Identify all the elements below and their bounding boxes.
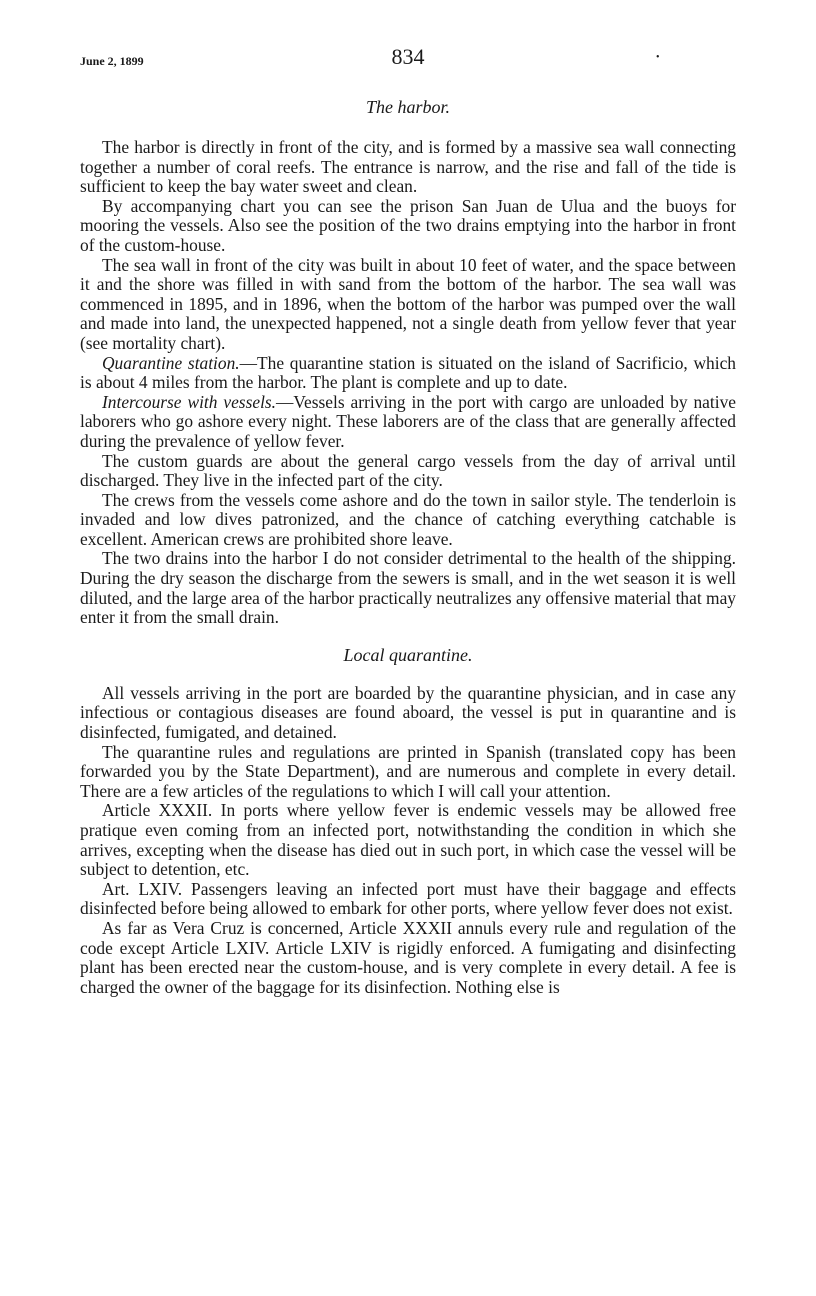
paragraph: The custom guards are about the general cargo vessels from the day of arrival until discharged. They live in the infected part of the city. — [80, 450, 736, 491]
section-heading-harbor: The harbor. — [365, 97, 450, 117]
paragraph: The crews from the vessels come ashore and do the town in sailor style. The tenderloin is invaded and low dives patronized, and the chance of catching everything catchable is excellent. American crews are prohibited shore leave. — [80, 489, 736, 549]
paragraph: The harbor is directly in front of the city, and is formed by a massive sea wall connecting together a number of coral reefs. The entrance is narrow, and the rise and fall of the tide is sufficient to keep the bay water sweet and clean. — [80, 137, 736, 197]
paragraph: The quarantine rules and regulations are printed in Spanish (translated copy has been forwarded you by the State Department), and are numerous and complete in every detail. There are a few articles of the regulations to which I will call your attention. — [80, 741, 736, 801]
running-head — [80, 44, 736, 74]
paragraph: As far as Vera Cruz is concerned, Article XXXII annuls every rule and regulation of the code except Article LXIV. Article LXIV is rigidly enforced. A fumigating and disinfecting plant has been erected near the custom-house, and is very complete in every detail. A fee is charged the owner of the baggage for its disinfection. Nothing else is — [80, 917, 736, 997]
paragraph-lead: Quarantine station. — [102, 352, 240, 373]
paragraph: By accompanying chart you can see the prison San Juan de Ulua and the buoys for mooring the vessels. Also see the position of the two drains emptying into the harbor in front of the custom-house. — [80, 195, 736, 255]
section-heading-local-quarantine: Local quarantine. — [343, 644, 473, 665]
stray-mark: • — [656, 52, 660, 63]
issue-date: June 2, 1899 — [80, 54, 144, 68]
paragraph: Intercourse with vessels.—Vessels arriving in the port with cargo are unloaded by native laborers who go ashore every night. These laborers are of the class that are generally affected during the prevalence of yellow fever. — [80, 391, 736, 451]
paragraph: Quarantine station.—The quarantine station is situated on the island of Sacrificio, which is about 4 miles from the harbor. The plant is complete and up to date. — [80, 352, 736, 393]
paragraph: The two drains into the harbor I do not consider detrimental to the health of the shipping. During the dry season the discharge from the sewers is small, and in the wet season it is well diluted, and the large area of the harbor practically neutralizes any offensive material that may enter it from the small drain. — [80, 548, 736, 628]
page-body — [80, 96, 736, 997]
paragraph-lead: Intercourse with vessels. — [102, 391, 277, 412]
paragraph: The sea wall in front of the city was built in about 10 feet of water, and the space between it and the shore was filled in with sand from the bottom of the harbor. The sea wall was commenced in 1895, and in 1896, when the bottom of the harbor was pumped over the wall and made into land, the unexpected happened, not a single death from yellow fever that year (see mortality chart). — [80, 254, 736, 353]
page-number: 834 — [391, 44, 425, 69]
paragraph: Article XXXII. In ports where yellow fever is endemic vessels may be allowed free pratique even coming from an infected port, notwithstanding the condition in which she arrives, excepting when the disease has died out in such port, in which case the vessel will be subject to detention, etc. — [80, 800, 736, 880]
paragraph: Art. LXIV. Passengers leaving an infected port must have their baggage and effects disinfected before being allowed to embark for other ports, where yellow fever does not exist. — [80, 878, 736, 919]
paragraph: All vessels arriving in the port are boarded by the quarantine physician, and in case any infectious or contagious diseases are found aboard, the vessel is put in quarantine and is disinfected, fumigated, and detained. — [80, 682, 736, 743]
